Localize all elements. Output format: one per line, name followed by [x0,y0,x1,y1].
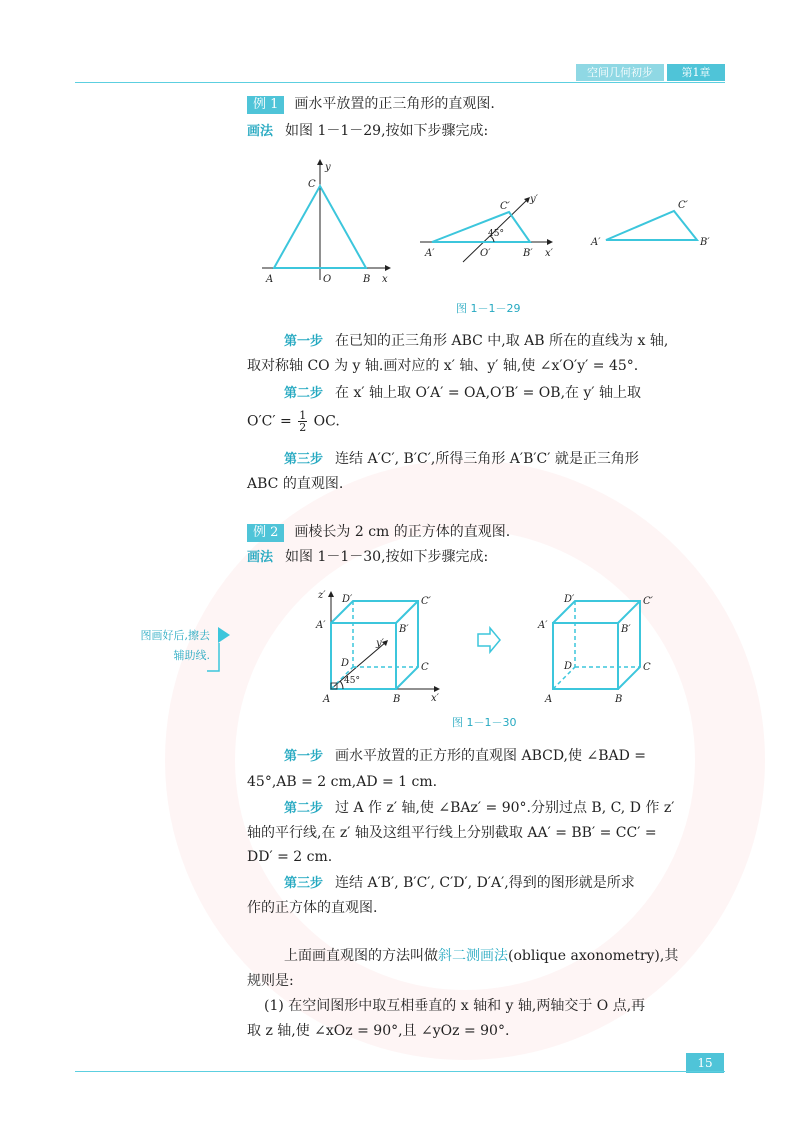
fig30-label-Dp2: D′ [564,594,575,605]
fig29-y-arrow [317,159,323,165]
ex2-step2-line2: 轴的平行线,在 z′ 轴及这组平行线上分别截取 AA′ = BB′ = CC′ = [247,825,657,841]
fig30-label-A2: A [545,694,553,705]
ex2-step1-line2: 45°,AB = 2 cm,AD = 1 cm. [247,774,438,790]
fig30-angle-arc [340,681,343,689]
ex2-step2-line1 [284,797,674,820]
fig30-label-Dp: D′ [342,594,353,605]
example2-method-text: 如图 1－1－30,按如下步骤完成: [285,549,489,565]
ex1-step2-formula-post: OC. [313,413,340,430]
fig29-label-Op: O′ [480,248,491,259]
ex1-step2-line2 [247,410,340,433]
example2-heading [247,521,510,543]
fig30-label-Ap: A′ [316,620,326,631]
ex1-step1-text1: 在已知的正三角形 ABC 中,取 AB 所在的直线为 x 轴, [335,333,669,349]
fig30-label-A: A [323,694,331,705]
ex2-step2-text1: 过 A 作 z′ 轴,使 ∠BAz′ = 90°.分别过点 B, C, D 作 z′ [335,800,675,816]
fig30-label-B: B [393,694,401,705]
page-number: 15 [686,1053,724,1073]
header-chapter: 第1章 [667,64,725,81]
frac-numerator: 1 [299,409,307,422]
fig29-label-A: A [266,274,274,285]
ex1-step3-line1 [284,448,639,471]
fig29-xp-arrow [547,239,553,245]
fig30-result-front-face [553,623,618,689]
ex1-step3-line2: ABC 的直观图. [247,476,344,492]
ex2-step1-text1: 画水平放置的正方形的直观图 ABCD,使 ∠BAD = [335,748,646,764]
ex1-step3-text1: 连结 A′C′, B′C′,所得三角形 A′B′C′ 就是正三角形 [335,451,639,467]
example1-method-text: 如图 1－1－29,按如下步骤完成: [285,123,489,139]
fig30-label-C: C [421,662,429,673]
ex1-step3-label: 第三步 [284,452,324,467]
summary-text-post: (oblique axonometry),其 [508,948,679,964]
fig30-xp-arrow [434,686,440,692]
fig29-label-O: O [323,274,332,285]
ex1-step1-line2: 取对称轴 CO 为 y 轴.画对应的 x′ 轴、y′ 轴,使 ∠x′O′y′ = 45°. [247,358,639,374]
fig29-caption: 图 1－1－29 [456,302,521,315]
ex2-step2-line3: DD′ = 2 cm. [247,849,333,865]
figure-1-1-29 [0,0,800,300]
fig29-label-angle: 45° [488,229,504,239]
ex1-step2-fraction [298,410,307,433]
side-note-line1: 图画好后,擦去 [140,629,210,642]
ex1-step2-label: 第二步 [284,386,324,401]
ex1-step1-label: 第一步 [284,334,324,349]
fig29-label-xp: x′ [545,248,553,259]
example2-badge: 例 2 [247,524,284,542]
fig29-label-yp: y′ [530,194,538,205]
example2-title: 画棱长为 2 cm 的正方体的直观图. [294,524,511,540]
fig29-label-y: y [325,162,331,173]
figure-1-1-30 [0,580,800,710]
fig29-x-arrow [385,265,391,271]
fig29-label-Ap2: A′ [591,237,601,248]
ex2-step3-text1: 连结 A′B′, B′C′, C′D′, D′A′,得到的图形就是所求 [335,875,635,891]
fig29-label-B: B [363,274,371,285]
fig30-transform-arrow-icon [478,628,500,652]
fig30-label-D: D [341,658,350,669]
fig29-label-Cp2: C′ [678,200,688,211]
fig30-front-face [331,623,396,689]
ex2-step2-label: 第二步 [284,801,324,816]
summary-term: 斜二测画法 [438,948,508,964]
rule1-line2: 取 z 轴,使 ∠xOz = 90°,且 ∠yOz = 90°. [247,1023,510,1039]
fig30-label-Bp2: B′ [621,624,631,635]
fig29-label-C: C [308,179,316,190]
fig29-triangle-ApBpCp [432,212,530,242]
fig30-label-D2: D [564,661,573,672]
ex1-step2-formula-pre: O′C′ = [247,413,292,430]
fig30-label-B2: B [615,694,623,705]
fig30-label-Ap2: A′ [538,620,548,631]
side-note-line2: 辅助线. [173,649,210,662]
fig30-label-yp: y′ [376,638,384,649]
summary-line2: 规则是: [247,973,294,989]
ex2-step3-line2: 作的正方体的直观图. [247,900,378,916]
example1-badge: 例 1 [247,96,284,114]
fig30-caption: 图 1－1－30 [452,716,517,729]
example2-method-label: 画法 [247,550,274,565]
header-book-title: 空间几何初步 [576,64,664,81]
fig30-label-C2: C [643,662,651,673]
fig30-label-Cp: C′ [421,596,431,607]
ex1-step1-line1 [284,330,668,353]
fig29-label-x: x [382,274,388,285]
frac-denominator: 2 [299,421,307,434]
fig29-result-triangle [606,211,697,240]
rule1-line1: (1) 在空间图形中取互相垂直的 x 轴和 y 轴,两轴交于 O 点,再 [264,998,646,1014]
fig30-zp-arrow [328,591,334,597]
summary-line1 [284,945,678,967]
example1-method-label: 画法 [247,124,274,139]
fig29-label-Bp2: B′ [700,237,710,248]
fig30-label-zp: z′ [318,590,326,601]
ex2-step1-label: 第一步 [284,749,324,764]
fig30-label-Bp: B′ [399,624,409,635]
example2-method [247,546,488,569]
footer-rule [75,1071,725,1072]
example1-title: 画水平放置的正三角形的直观图. [294,96,495,112]
fig30-label-xp: x′ [431,693,439,704]
ex2-step3-label: 第三步 [284,876,324,891]
ex1-step2-text1: 在 x′ 轴上取 O′A′ = OA,O′B′ = OB,在 y′ 轴上取 [335,385,642,401]
fig29-label-Cp: C′ [500,201,510,212]
fig29-label-Ap: A′ [425,248,435,259]
fig30-label-Cp2: C′ [643,596,653,607]
fig29-label-Bp: B′ [523,248,533,259]
ex2-step1-line1 [284,745,646,768]
fig30-label-angle: 45° [344,676,360,686]
ex1-step2-line1 [284,382,641,405]
fig30-result-edge [618,601,640,623]
fig30-edge-BpCp [396,601,418,623]
summary-text-pre: 上面画直观图的方法叫做 [284,948,438,964]
ex2-step3-line1 [284,872,635,895]
